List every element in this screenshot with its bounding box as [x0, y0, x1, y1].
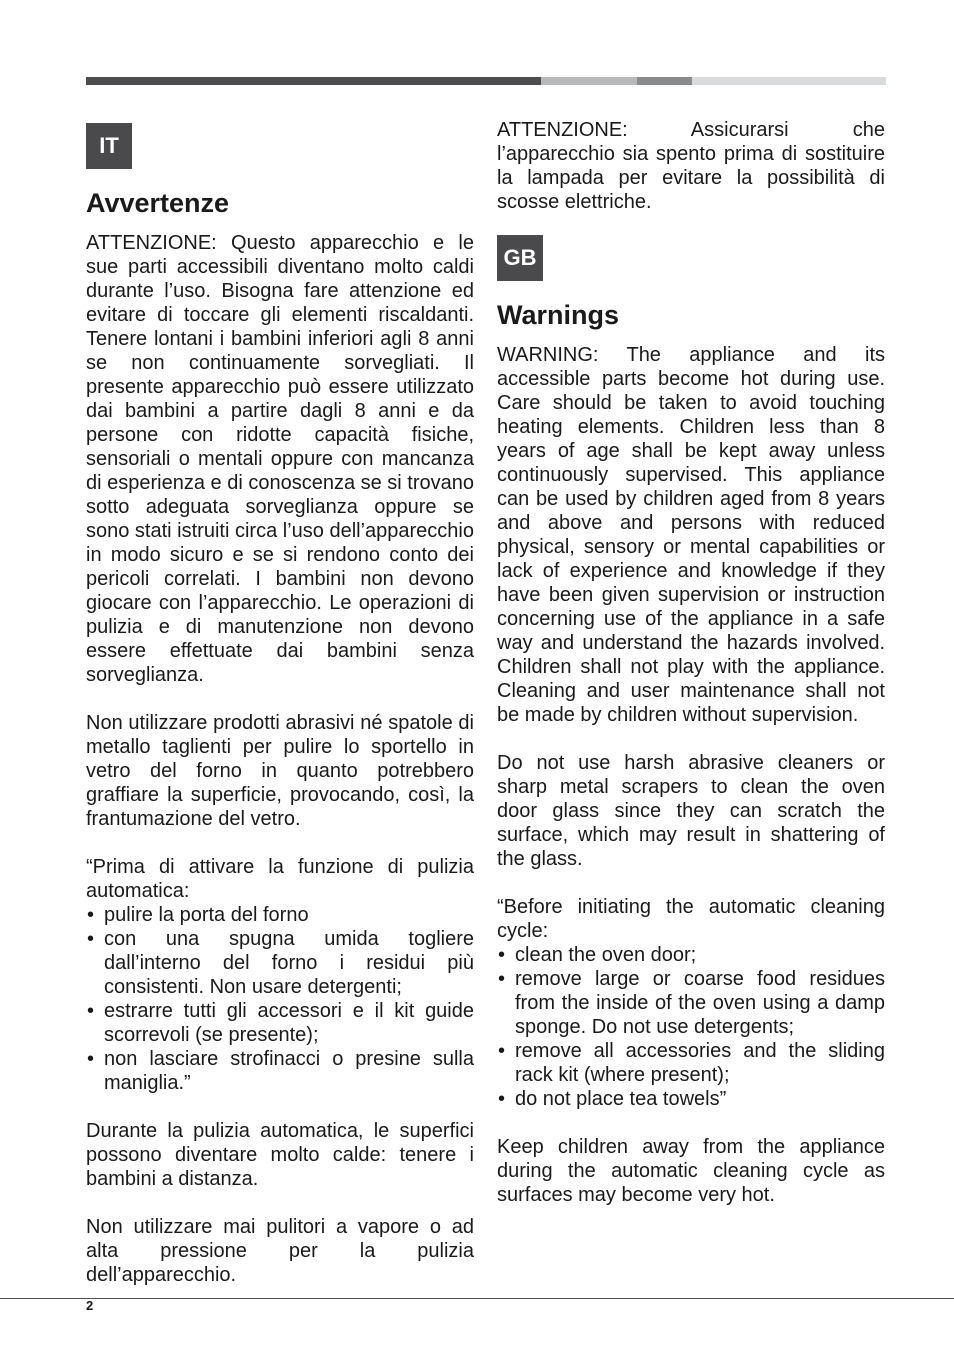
it-cleaning-bullet-list [86, 903, 474, 1095]
it-abrasive-paragraph: Non utilizzare prodotti abrasivi né spatole di metallo taglienti per pulire lo sportello in vetro del forno in quanto potrebbero graffiare la superficie, provocando, così, la frantumazione del vetro. [86, 712, 474, 830]
header-bar-segment [637, 77, 692, 85]
header-color-bar [86, 77, 886, 85]
list-item: • con una spugna umida togliere dall’interno del forno i residui più consistenti. Non usare detergenti; [86, 927, 474, 999]
list-item: • remove all accessories and the sliding rack kit (where present); [497, 1039, 885, 1087]
list-item: • do not place tea towels” [497, 1087, 885, 1111]
it-cleaning-intro: “Prima di attivare la funzione di pulizia automatica: [86, 856, 474, 902]
gb-hot-surfaces-paragraph: Keep children away from the appliance during the automatic cleaning cycle as surfaces may become very hot. [497, 1136, 885, 1206]
it-warning-paragraph: ATTENZIONE: Questo apparecchio e le sue parti accessibili diventano molto caldi durante l’uso. Bisogna fare attenzione ed evitare di toccare gli elementi riscaldanti. Tenere lontani i bambini inferiori agli 8 anni se non continuamente sorvegliati. Il presente apparecchio può essere utilizzato dai bambini a partire dagli 8 anni e da persone con ridotte capacità fisiche, sensoriali o mentali oppure con mancanza di esperienza e di conoscenza se si trovano sotto adeguata sorveglianza oppure se sono stati istruiti circa l’uso dell’apparecchio in modo sicuro e se si rendono conto dei pericoli correlati. I bambini non devono giocare con l’apparecchio. Le operazioni di pulizia e di manutenzione non devono essere effettuate dai bambini senza sorveglianza. [86, 232, 475, 686]
it-lamp-warning-paragraph: ATTENZIONE: Assicurarsi che l’apparecchio sia spento prima di sostituire la lampada per evitare la possibilità di scosse elettriche. [497, 119, 885, 213]
gb-cleaning-bullet-list [497, 943, 885, 1111]
gb-abrasive-paragraph: Do not use harsh abrasive cleaners or sharp metal scrapers to clean the oven door glass since they can scratch the surface, which may result in shattering of the glass. [497, 752, 885, 870]
it-steam-cleaner-paragraph: Non utilizzare mai pulitori a vapore o ad alta pressione per la pulizia dell’apparecchio. [86, 1216, 474, 1286]
language-badge-it: IT [86, 123, 132, 169]
language-badge-gb: GB [497, 235, 543, 281]
header-bar-segment [692, 77, 886, 85]
list-item: • remove large or coarse food residues from the inside of the oven using a damp sponge. Do not use detergents; [497, 967, 885, 1039]
gb-cleaning-intro: “Before initiating the automatic cleaning cycle: [497, 896, 885, 942]
header-bar-segment [541, 77, 637, 85]
list-item: • pulire la porta del forno [86, 903, 474, 927]
gb-warning-paragraph: WARNING: The appliance and its accessible parts become hot during use. Care should be taken to avoid touching heating elements. Children less than 8 years of age shall be kept away unless continuously supervised. This appliance can be used by children aged from 8 years and above and persons with reduced physical, sensory or mental capabilities or lack of experience and knowledge if they have been given supervision or instruction concerning use of the appliance in a safe way and understand the hazards involved. Children shall not play with the appliance. Cleaning and user maintenance shall not be made by children without supervision. [497, 344, 885, 726]
header-bar-segment [86, 77, 541, 85]
list-item: • non lasciare strofinacci o presine sulla maniglia.” [86, 1047, 474, 1095]
page-number: 2 [86, 1298, 94, 1313]
list-item: • clean the oven door; [497, 943, 885, 967]
english-column [497, 118, 885, 1207]
it-hot-surfaces-paragraph: Durante la pulizia automatica, le superfici possono diventare molto calde: tenere i bambini a distanza. [86, 1120, 474, 1190]
section-title-avvertenze: Avvertenze [86, 188, 230, 218]
list-item: • estrarre tutti gli accessori e il kit guide scorrevoli (se presente); [86, 999, 474, 1047]
italian-column [86, 123, 474, 1287]
footer-rule [0, 1298, 954, 1299]
section-title-warnings: Warnings [497, 300, 620, 330]
